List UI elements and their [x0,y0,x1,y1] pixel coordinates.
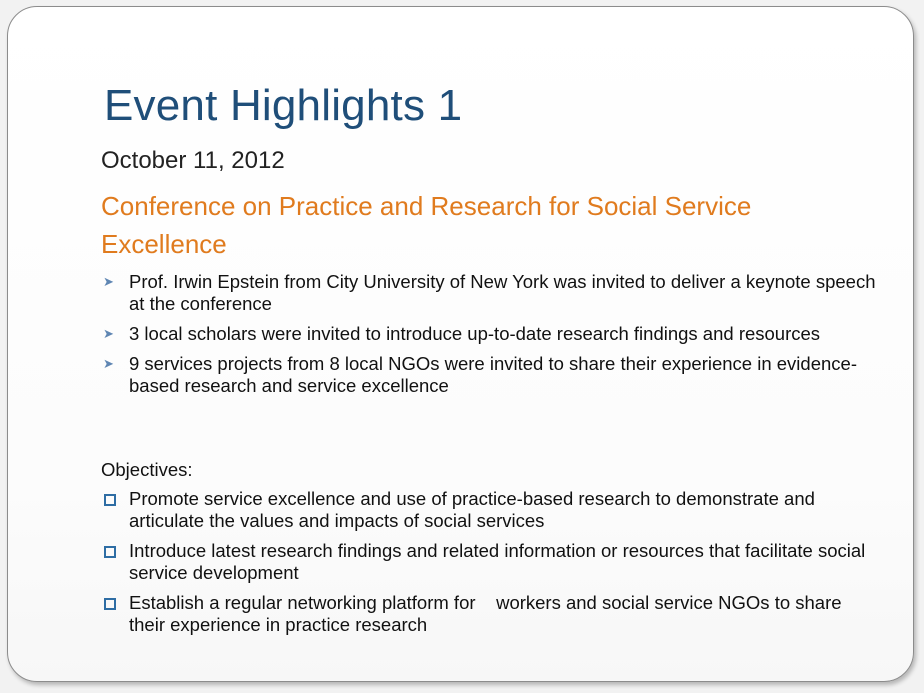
objectives-list [101,488,881,644]
conference-title: Conference on Practice and Research for Social Service Excellence [101,191,752,259]
highlight-item [101,323,881,345]
objective-text: Establish a regular networking platform for workers and social service NGOs to share their experience in practice research [129,592,847,635]
hollow-square-bullet-icon [104,598,116,610]
objective-item [101,488,881,532]
highlight-text: Prof. Irwin Epstein from City University of New York was invited to deliver a keynote speech at the conference [129,271,876,314]
objective-item [101,540,881,584]
arrowhead-bullet-icon: ➤ [103,326,114,341]
objective-text: Introduce latest research findings and related information or resources that facilitate social service development [129,540,866,583]
arrowhead-bullet-icon: ➤ [103,274,114,289]
hollow-square-bullet-icon [104,494,116,506]
highlight-text: 9 services projects from 8 local NGOs were invited to share their experience in evidence-based research and service excellence [129,353,857,396]
event-date: October 11, 2012 [101,147,285,174]
slide [7,6,914,682]
slide-title: Event Highlights 1 [104,81,463,130]
highlight-text: 3 local scholars were invited to introduce up-to-date research findings and resources [129,323,821,344]
hollow-square-bullet-icon [104,546,116,558]
highlight-item [101,271,881,315]
highlight-item [101,353,881,397]
objective-text: Promote service excellence and use of practice-based research to demonstrate and articulate the values and impacts of social services [129,488,815,531]
arrowhead-bullet-icon: ➤ [103,356,114,371]
objective-item [101,592,881,636]
objectives-heading: Objectives: [101,459,193,480]
highlights-list [101,271,881,405]
